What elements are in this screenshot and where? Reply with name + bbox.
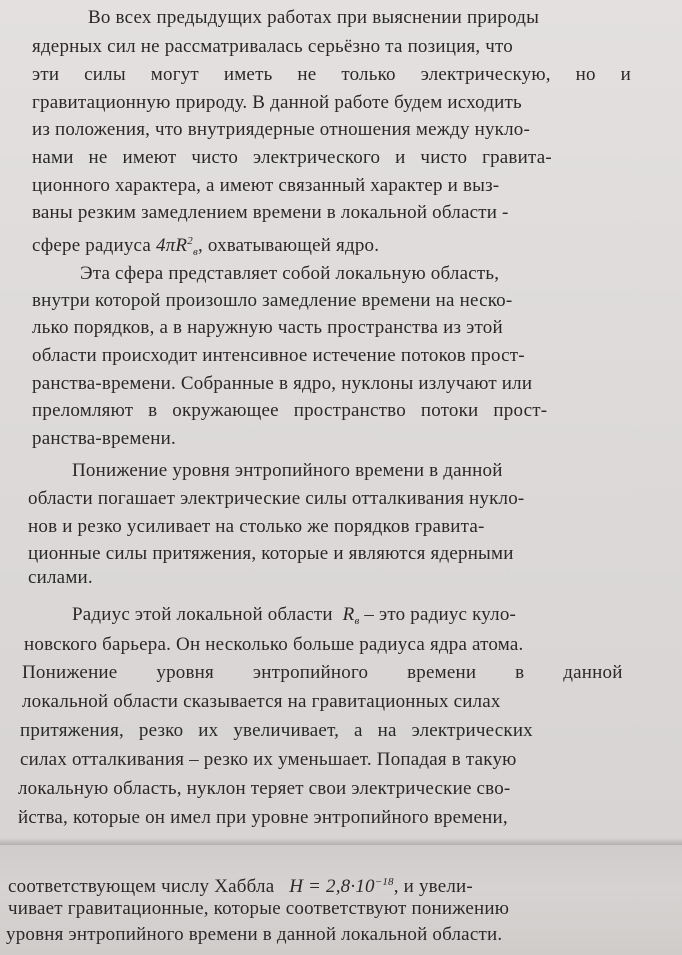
formula-main: R [342, 604, 355, 625]
text-line: преломляют в окружающее пространство потоки прост- [32, 400, 548, 421]
formula-sub: в [192, 246, 198, 258]
text-line: Эта сфера представляет собой локальную область, [80, 263, 500, 284]
text-line: чивает гравитационные, которые соответствуют понижению [8, 898, 510, 919]
text-line: Во всех предыдущих работах при выяснении природы [88, 7, 540, 28]
text-line: уровня энтропийного времени в данной локальной области. [6, 924, 503, 945]
text-fragment: соответствующем числу Хаббла [8, 876, 275, 897]
text-line: ранства-времени. Собранные в ядро, нуклоны излучают или [32, 373, 533, 394]
text-line: из положения, что внутриядерные отношения между нукло- [32, 119, 531, 140]
text-line: области происходит интенсивное истечение потоков прост- [32, 345, 525, 366]
text-line: нами не имеют чисто электрического и чисто гравита- [32, 147, 552, 168]
formula-sup: 2 [187, 235, 193, 247]
text-line: лько порядков, а в наружную часть пространства из этой [32, 317, 503, 338]
text-fragment: – это радиус куло- [359, 604, 517, 625]
text-fragment: , охватывающей ядро. [197, 235, 380, 256]
text-fragment: , и увели- [393, 876, 473, 897]
text-line: внутри которой произошло замедление времени на неско- [32, 290, 513, 311]
formula-main: H = 2,8·10 [289, 876, 375, 897]
formula-sub: в [354, 615, 360, 627]
text-line: новского барьера. Он несколько больше радиуса ядра атома. [24, 634, 524, 655]
text-fragment: Радиус этой локальной области [72, 604, 333, 625]
formula-main: 4πR [156, 235, 188, 256]
formula-sphere-radius [156, 235, 198, 256]
text-line: силах отталкивания – резко их уменьшает. Попадая в такую [20, 749, 517, 770]
text-line: нов и резко усиливает на столько же порядков гравита- [28, 516, 485, 537]
text-line: ционные силы притяжения, которые и являются ядерными [28, 543, 514, 564]
formula-coulomb-radius [343, 604, 360, 625]
text-line-with-formula [32, 229, 379, 264]
text-line: притяжения, резко их увеличивает, а на электрических [20, 720, 533, 741]
text-line: ранства-времени. [32, 428, 176, 449]
text-line: ваны резким замедлением времени в локальной области - [32, 202, 509, 223]
text-line: эти силы могут иметь не только электрическую, но и [32, 64, 632, 85]
text-line: гравитационную природу. В данной работе будем исходить [32, 92, 522, 113]
formula-sup: −18 [374, 876, 394, 888]
text-line-with-formula [72, 603, 516, 633]
text-line: ядерных сил не рассматривалась серьёзно та позиция, что [32, 36, 513, 57]
text-line: йства, которые он имел при уровне энтропийного времени, [18, 807, 508, 828]
text-line: локальной области сказывается на гравитационных силах [22, 691, 501, 712]
formula-hubble-number [289, 876, 394, 897]
page-bottom-strip [0, 845, 682, 955]
text-line: силами. [28, 567, 93, 588]
text-fragment: сфере радиуса [32, 235, 152, 256]
text-line: ционного характера, а имеют связанный характер и выз- [32, 175, 500, 196]
text-line-with-formula [8, 870, 473, 899]
text-line: Понижение уровня энтропийного времени в данной [72, 460, 503, 481]
text-line: локальную область, нуклон теряет свои электрические сво- [18, 778, 511, 799]
text-line: Понижение уровня энтропийного времени в данной [22, 662, 623, 683]
text-line: области погашает электрические силы отталкивания нукло- [28, 488, 525, 509]
